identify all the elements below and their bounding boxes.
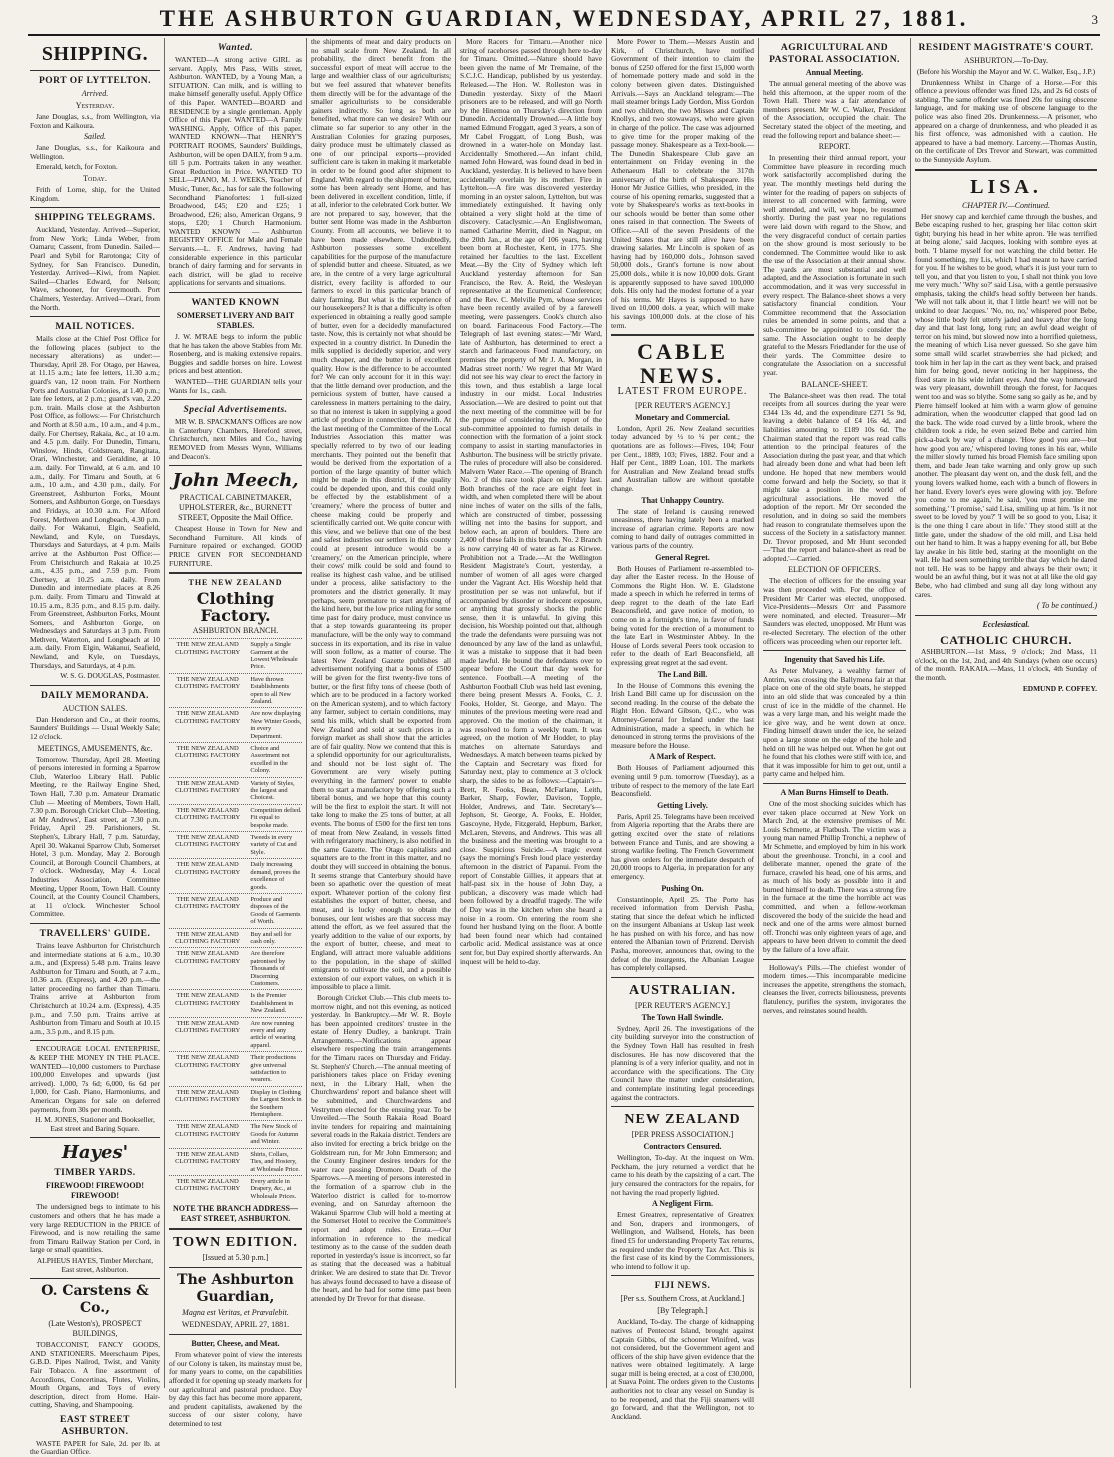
- clothing-factory-row: [169, 858, 302, 893]
- wanted-heading: Wanted.: [217, 43, 254, 53]
- court-heading: RESIDENT MAGISTRATE'S COURT.: [918, 43, 1094, 53]
- factory-row-right: Are therefore patronised by Thousands of Discerning Customers.: [250, 950, 286, 987]
- meetings-text: Tomorrow. Thursday, April 28. Meeting of persons interested in forming a Sparrow Club, Waterloo Library Hall. Public Meeting, re the Railway Engine Shed, Town Hall, 7.30 p.m. Amateur Dramatic Club — Meeting of Members, Town Hall, 7.30 p.m. Borough Cricket Club—Meeting, at Mr Andrews', East street, at 7.30 p.m. Friday, April 29. Parishioners, St. Stephen's, Library Hall, 7 p.m. Saturday, April 30. Wakanui Sparrow Club, Somerset Hotel, 3 p.m. Monday, May 2. Borough Council, at Borough Council Chambers, at 7 o'clock. Wednesday, May 4. Local Industries Association, Committee Meeting, Upper Room, Town Hall. County Council, at the County Council Chambers, at 11 o'clock. Winchester School Committee.: [30, 754, 160, 919]
- factory-row-left: THE NEW ZEALAND CLOTHING FACTORY: [175, 745, 241, 760]
- divider: [30, 316, 160, 317]
- column-rule: [455, 38, 456, 1388]
- burns-text: One of the most shocking suicides which has ever taken place occurred at New York on March 2nd, at the extensive premises of Mr. Louis Schmette, at Flatbush. The victim was a young man named Phillip Tronchi, a nephew of Mr Schmette, and employed by him in his work about the greenhouse. Tronchi, in a cool and deliberate manner, opened the grate of the furnace, crawled his head, one of his arms, and as much of his body as possible into it and burned himself to death. There was a strong fire in the furnace at the time the horrible act was committed, and when a fellow-workman discovered the body of the suicide the head and neck and one of the arms were almost burned off. Tronchi was only eighteen years of age, and appears to have been driven to commit the deed by the failure of a love affair.: [763, 798, 906, 955]
- report-heading: REPORT.: [818, 142, 851, 152]
- to-be-continued: ( To be continued.): [1036, 601, 1097, 611]
- factory-row-left: THE NEW ZEALAND CLOTHING FACTORY: [175, 779, 241, 795]
- yesterday-label: Yesterday.: [75, 101, 115, 110]
- paper-date: WEDNESDAY, APRIL 27, 1881.: [181, 1320, 290, 1330]
- lisa-text: Her snowy cap and kerchief came through the bushes, and Bebe escaping rushed to her, grasping her lilac cotton skirt tight; burying his head in her white apron. 'He was terrified at being alone,' said Jacques, looking with sombre eyes at both. 'I blame myself for not watching the child better. He found something, my Lis, which I had meant to have carried for you. If he wishes to be good, what's it is just your turn to tell you, and that you listen to you, I shall not think you love me very much.' 'Why so?' said Lisa, with a gentle persuasive emphasis, taking the child's head softly between her hands. 'We will not talk about it, that I little heart! we will not be unkind to dear Jacques.' 'No, no, no,' whispered poor Bebe, whose little body felt utterly jaded and heavy after the long day and that last long, long run; an awful dead weight of terror on his mind, but slowed now into a horrified quietness, the meaning of which Lisa never guessed. So she gave him some small wild scarlet strawberries she had picked; and took him in her lap in the cart as they went back, and praised him for being good, never noticing in her happiness, the fixed stare in his wide infant eyes. And the way homeward was very pleasant, downhill through the forest, for Jacques went too and was so blythe. Some sang so gaily as he, and by Pierre himself looked at him with a warm glow of genuine admiration, when the woodcutter clapped that good lad on the back. The wide road curved by a little brook, where the children took a ride, he even seized Bebe and carried him pick-a-back by way of a change. 'How good you are—but how good you are,' whispered loving tones in his ear, while the miller slowly turned his broad Flemish face smiling upon them, and bade Jean take warning and only grow up such another. The pleasant day went on, and the dusk fell, and the young lovers walked home, each with a bunch of flowers in her hand. Every lover's eyes were glowing with joy. 'Before you come to me again,' he said, 'you must promise me something.' 'I promise,' said Lisa, smiling up at him. 'Is it not sweet to be loved by you?' 'I will be so good to you, Lisa; it is the one thing I care about in life.' They stood still at the little gate, under the shadow of the old mill, and Lisa held out her hand to him. It was a happy evening for all, but Bebe lay awake in his little bed, staring at the moonlight on the wall. He had seen something terrible that day which he dared not tell. He was to be happy and always be their own; it would be an awful thing, but it was not at all like the old gay Bebe, who had climbed and sung all day long without any cares.: [915, 211, 1097, 599]
- arrived-text: Jane Douglas, s.s., from Wellington, via Foxton and Kaikoura.: [30, 112, 160, 130]
- telegrams-heading: SHIPPING TELEGRAMS.: [34, 213, 156, 224]
- holloway-ad: Holloway's Pills.—The chiefest wonder of modern times.—This incomparable medicine increases the appetite, strengthens the stomach, cleanses the liver, corrects biliousness, prevents flatulency, purifies the system, invigorates the nerves, and reinstates sound health.: [763, 962, 906, 1015]
- meech-text: Cheapest House in Town for New and Secondhand Furniture. All kinds of Furniture repaired or exchanged. GOOD PRICE GIVEN FOR SECONDHAND FURNITURE.: [169, 524, 302, 568]
- lisa-chapter: CHAPTER IV.—Continued.: [961, 200, 1051, 210]
- divider: [30, 70, 160, 71]
- respect-heading: A Mark of Respect.: [649, 752, 716, 762]
- divider: [30, 207, 160, 208]
- timber-yards: TIMBER YARDS.: [54, 1168, 136, 1179]
- clothing-factory-row: [169, 1175, 302, 1202]
- factory-row-left: THE NEW ZEALAND CLOTHING FACTORY: [175, 930, 241, 945]
- divider: [30, 1278, 160, 1279]
- carstens-address: EAST STREET ASHBURTON.: [59, 1414, 130, 1437]
- leader-continued: the shipments of meat and dairy products on no small scale from New Zealand. In all probability, the direct benefit from the successful export of meat will accrue to the large and wealthier class of our agriculturists; but we feel assured that whatever benefits them directly will be for the advantage of the smaller agriculturists to be considerable gainers indirectly. So long as both are benefited, what more can we desire? With our climate so far superior to any other in the Australian Colonies for grazing purposes, dairy produce must be ultimately classed as one of our principal exports—provided sufficient care is taken in making it marketable in order to be found good after shipment to England. With regard to the shipment of butter, some has been already sent Home, and has been delivered in excellent condition, little, if at all, inferior to the celebrated Cork butter. We are not prepared to say, however, that the butter sent Home was made in the Ashburton County. From all accounts, we believe it to have been made elsewhere. Undoubtedly, Ashburton possesses some excellent capabilities for the purpose of the manufacture of splendid butter and cheese. Situated, as we are, in the centre of a very large agricultural district, every facility is afforded to our farmers to excel in this particular branch of dairy farming. But what is the experience of our housekeepers? It is that a difficulty is often experienced in obtaining a really good sample of butter, even for a decidedly manufactured taste. Now, this is certainly not what should be expected in a country district. In Dunedin the milk supplied is decidedly superior, and very much cheaper, and the butter is of excellent quality. How is the difference to be accounted for? We can only account for it in this way: that the little demand over production, and the pernicious system of butter, have caused a carelessness in matters pertaining to the dairy, so that no interest is taken in supplying a good article of produce in connection therewith. At the last meeting of the Committee of the Local Industries Association this matter was specially referred to by two of our leading merchants. They pointed out the benefit that would be derived from the exportation of a portion of the large quantity of butter which might be made in this district, if the quality could be depended upon, and this could only be effected by the establishment of a 'creamery,' where the process of butter and cheese making could be properly and scientifically carried out. We quite concur with this view, and we believe that one of the best and safest industries our settlers in this county could at present introduce would be a 'creamery,' on the American principle, where their cows' milk could be sold and found to realise its highest cash value, and be utilised under a process, alike satisfactory to the promoters and the district generally. It may perhaps, seem premature to start anything of the kind here, but the low price ruling for some time past for dairy produce, must convince us that a step towards guaranteeing its proper manufacture, will be the only way to command success in its exportation, and its rise in value will soon follow, as a matter of course. The latest New Zealand Gazette publishes all advertisement notifying that a bonus of £500 will be given for the first twenty-five tons of butter, or the first fifty tons of cheese (both of which are to be produced in a factory worked on the American system), and to which factory any farmer, subject to certain conditions, may send his milk, which shall be exported from New Zealand and sold at such prices in a foreign market as shall show that the articles are of fair quality. Now we contend that this is a splendid opportunity for our agriculturalists, and should not be lost sight of. The Government are very wisely putting everything in the farmers' power to enable them to start a manufactory by offering such a liberal bonus, and we hope that this county will be the first to exploit the start. It will not take long to make the 25 tons of butter, at all events. The bonus of £500 for the first ten tons of meat from New Zealand, in vessels fitted with refrigeratory machinery, is also notified in the same Gazette. The Otago capitalists and squatters are to the front in this matter, and no doubt they will succeed in obtaining the bonus. It seems strange that Canterbury should have been so apathetic over the question of meat export. Whatever portion of the colony first establishes the export of butter, cheese, and meat, and is lucky enough to obtain the bonuses, our lent wishes are that success may attend the effort, as we feel assured that the yearly addition to the value of our exports, by the export of butter, cheese, and meat to England, will attract more valuable additions to the population, in the shape of skilled emigrants to cultivate the soil, and a possible extension of our export values, on which it is impossible to place a limit.: [311, 37, 451, 992]
- meech-sub: PRACTICAL CABINETMAKER, UPHOLSTERER, &c., BURNETT STREET, Opposite the Mail Office.: [178, 493, 293, 523]
- factory-row-left: THE NEW ZEALAND CLOTHING FACTORY: [175, 675, 241, 691]
- respect-text: Both Houses of Parliament adjourned this evening until 9 p.m. tomorrow (Tuesday), as a tribute of respect to the memory of the late Earl Beaconsfield.: [611, 763, 754, 799]
- auction-text: Dan Henderson and Co., at their rooms, Saunders' Buildings — Usual Weekly Sale; 12 o'clock.: [30, 714, 160, 742]
- divider: [30, 1137, 160, 1138]
- factory-row-left: THE NEW ZEALAND CLOTHING FACTORY: [175, 834, 241, 849]
- divider: [611, 334, 754, 336]
- clothing-factory-row: [169, 777, 302, 804]
- factory-row-left: THE NEW ZEALAND CLOTHING FACTORY: [175, 1123, 241, 1138]
- wanted-known-heading: WANTED KNOWN: [191, 298, 280, 309]
- livery-text: J. W. M'RAE begs to inform the public that he has taken the above Stables from Mr. Rosenberg, and is making extensive repairs. Buggies and saddle horses on hire. Lowest prices and best attention.: [169, 332, 302, 376]
- factory-row-right: Are now displaying New Winter Goods, in every Department.: [250, 710, 302, 740]
- regret-heading: General Regret.: [655, 552, 710, 562]
- mail-text: Mails close at the Chief Post Office for the following places (subject to the necessary alterations) as under:— Thursday, April 28. For Otago, per Hawea, at 11.15 a.m.; late fee letters, 11.30 a.m.; guard's van, 12 noon train. For Northern Ports and Australian Colonies, at 1.40 p.m.; late fee letters, at 2 p.m.; guard's van, 2.20 p.m. train. Mails close at the Ashburton Post Office, as follows:— For Christchurch and North at 8.50 a.m., 10 a.m., and 4 p.m., daily. For Chertsey, Rakaia, &c., at 10 a.m. and 4.5 p.m. daily. For Dunedin, Timaru, Winslow, Hinds, Coldstream, Rangitata, Orari, Winchester, and Geraldine, at 10 a.m. daily. For Tinwald, at 6 a.m. and 10 a.m., daily. For Timaru and South, at 6 a.m., 10 a.m., and 4.30 p.m., daily. For Greenstreet, Ashburton Forks, Mount Somers, and Ashburton Gorge, on Tuesdays and Fridays, at 10.30 a.m. For Alford Forest, Methven and Longbeach, 4.30 p.m. daily. For Wakanui, Elgin, Seafield, Newland, and Kyle, on Tuesdays, Thursdays and Saturdays, at 4 p.m. Mails arrive at the Ashburton Post Office:— From Christchurch and Rakaia at 10.25 a.m., 4.35 p.m., and 7.59 p.m. From Chertsey, at 10.25 a.m. daily. From Dunedin and intermediate places at 8.26 p.m. daily. From Timaru and Tinwald at 10.15 a.m., 8.35 p.m., and 8.15 p.m. daily. From Greenstreet, Ashburton Forks, Mount Somers, and Ashburton Gorge, on Wednesdays and Saturdays at 3 p.m. From Methven, Waterton, and Longbeach at 10 a.m. daily. From Elgin, Wakanui, Seafield, Newland, and Kyle, on Tuesdays, Thursdays, and Saturdays, at 4 p.m.: [30, 334, 160, 670]
- leader-heading: Butter, Cheese, and Meat.: [191, 1339, 280, 1349]
- swindle-text: Sydney, April 26. The investigations of the city building surveyor into the construction of the Sydney Town Hall has resulted in fresh disclosures. He has now discovered that the planning is of a very inferior quality, and not in accordance with the specifications. The City Council have the matter under consideration, and contemplate instituting legal proceedings against the contractors.: [611, 1023, 754, 1102]
- clothing-factory-row: [169, 831, 302, 858]
- divider: [169, 1228, 302, 1230]
- factory-row-right: Have thrown Establishments open to all New Zealand.: [250, 675, 292, 705]
- clothing-factory-row: [169, 638, 302, 673]
- column-cable-news: [609, 37, 756, 1421]
- clothing-factory-row: [169, 928, 302, 948]
- firewood-heading: FIREWOOD! FIREWOOD! FIREWOOD!: [46, 1181, 144, 1201]
- factory-row-right: Choice and Assortment not excelled in the Colony.: [250, 745, 290, 775]
- factory-row-left: THE NEW ZEALAND CLOTHING FACTORY: [175, 710, 241, 725]
- ireland-heading: That Unhappy Country.: [641, 495, 724, 505]
- divider: [30, 1040, 160, 1041]
- fiji-heading: FIJI NEWS.: [654, 1281, 711, 1292]
- cable-news-banner: [611, 340, 754, 397]
- nz-branch: ASHBURTON BRANCH.: [192, 626, 279, 636]
- special-text: MR W. B. SPACKMAN'S Offices are now in Canterbury Chambers, Hereford street, Christchurch, next Miles and Co., having REMOVED from Messrs Wynn, Williams and Deacon's.: [169, 417, 302, 461]
- page-number: 3: [1091, 12, 1098, 27]
- clothing-factory-row: [169, 742, 302, 777]
- firm-text: Ernest Greatrex, representative of Greatrex and Son, drapers and ironmongers, of Wellington, and Wallsend, Hotels, has been fined £5 for understanding Property Tax returns, as required under the Property Tax Act. This is the first case of its kind by the Commissioners, who intend to follow it up.: [611, 1210, 754, 1271]
- special-heading: Special Advertisements.: [183, 405, 288, 416]
- court-before: (Before his Worship the Mayor and W. C. Walker, Esq., J.P.): [916, 67, 1096, 76]
- sailed-label: Sailed.: [84, 132, 106, 142]
- meetings-heading: MEETINGS, AMUSEMENTS, &c.: [37, 743, 153, 753]
- masthead: [28, 6, 1100, 36]
- ingenuity-text: As Peter Mulvaney, a wealthy farmer of Antrim, was crossing the Ballymena fair at that place on one of the old style boats, he stepped into an old slide that was concealed by a thin crust of ice in the middle of the channel. He was a very large man, and his weight made the ice give way, and he went down at once. Finding himself drawn under the ice, he seized upon a large stone on the edge of the hole and held on till he was helped out. When he got out he found that his clothes were stiff with ice, and that it was impossible for him to get out, until a party came and helped him.: [763, 666, 906, 779]
- divider: [30, 923, 160, 924]
- factory-row-left: THE NEW ZEALAND CLOTHING FACTORY: [175, 1019, 241, 1034]
- divider: [763, 959, 906, 960]
- clothing-factory-row: [169, 989, 302, 1016]
- port-heading: PORT OF LYTTELTON.: [38, 76, 152, 86]
- contractors-text: Wellington, To-day. At the inquest on Wm. Peckham, the jury returned a verdict that he came to his death by the capsizing of a cart. The jury censured the contractors for the repairs, for not having the road properly lighted.: [611, 1153, 754, 1197]
- factory-row-right: Daily increasing demand, proves the excellence of goods.: [250, 861, 301, 891]
- clothing-factory-row: [169, 1120, 302, 1147]
- waste-paper-ad: WASTE PAPER for Sale, 2d. per lb. at the Guardian Office.: [30, 1438, 160, 1457]
- firm-heading: A Negligent Firm.: [651, 1199, 714, 1209]
- australian-assoc: [PER REUTER'S AGENCY.]: [635, 1000, 730, 1010]
- clothing-factory-row: [169, 673, 302, 708]
- hayes-name: Hayes': [61, 1142, 129, 1164]
- fiji-assoc: [Per s.s. Southern Cross, at Auckland.]: [620, 1294, 745, 1304]
- sailed-text: Emerald, ketch, for Foxton.: [36, 162, 118, 172]
- ireland-text: The state of Ireland is causing renewed uneasiness, there having lately been a marked increase of agrarian crime. Reports are now coming to hand daily of outrages committed in various parts of the country.: [611, 506, 754, 550]
- divider: [611, 1106, 754, 1107]
- hayes-text: The undersigned begs to intimate to his customers and others that he has made a very large REDUCTION in the PRICE of Firewood, and is now retailing the same from Timaru Railway Station per Cord, in large or small quantities.: [30, 1202, 160, 1255]
- column-rule: [910, 38, 911, 1388]
- divider: [169, 292, 302, 293]
- balance-text: The Balance-sheet was then read. The total receipts from all sources during the year were £344 13s 4d, and the expenditure £271 5s 9d, leaving a debit balance of £4 16s 4d, and liabilities amounting to £189 10s 6d. The Chairman stated that the report was read calls attention to the principal features of the Association during the past year, and that which had already been done and what had been left undone. He hoped that new members would come forward and help the Society, so that it might take a position in the world of agricultural associations. He moved the adoption of the report. Mr Orr seconded the resolution, and in doing so said the members had reason to congratulate themselves upon the success of the Society in a satisfactory manner. Dr. Trevor proposed, and Mr Hunt seconded—'That the report and balance-sheet as read be adopted.'—Carried.: [763, 390, 906, 563]
- town-edition: TOWN EDITION.: [173, 1235, 298, 1251]
- divider: [169, 572, 302, 574]
- factory-row-right: Produce and disposes of the Goods of Garments of Worth.: [250, 895, 301, 926]
- election-text: The election of officers for the ensuing year was then proceeded with. For the office of President Mr Carter was elected, unopposed. Vice-Presidents—Messrs Orr and Passmore were nominated, and elected. Treasurer—Mr Saunders was elected, unopposed. Mr Hunt was re-elected Secretary. The election of the other officers was proceeding when our reporter left.: [763, 576, 906, 646]
- church-signature: EDMUND P. COFFEY.: [1022, 683, 1097, 693]
- clothing-factory-list: [169, 638, 302, 1202]
- factory-row-right: Variety of Styles, the largest and Choicest.: [250, 779, 295, 802]
- clothing-factory-row: [169, 804, 302, 831]
- today-label: Today.: [83, 173, 107, 183]
- divider: [169, 1267, 302, 1268]
- carstens-name: O. Carstens & Co.,: [41, 1283, 149, 1317]
- mail-heading: MAIL NOTICES.: [55, 322, 135, 333]
- paper-title: The Ashburton Guardian,: [177, 1272, 294, 1306]
- cable-subtitle: LATEST FROM EUROPE.: [617, 386, 748, 398]
- factory-row-right: The New Stock of Goods for Autumn and Winter.: [250, 1123, 299, 1146]
- local-news: More Power to Them.—Messrs Austin and Kirk, of Christchurch, have notified Government of their intention to claim the bonus of £250 offered for the first 15,000 worth of homemade pottery made and sold in the colony between given dates. Distinguished Arrivals.—Says an Auckland telegram:—The mail steamer brings Lady Gordon, Miss Gordon and two children, the two Misses and Captain Knollys, and two stowaways, who were given in charge of the police. The case was adjourned to give time for the proper making of the passage money. Shakespeare as a Text-book.—The Dunedin Shakespeare Club gave an entertainment on Friday evening in the Athenaeum Hall to celebrate the 317th anniversary of the birth of Shakespeare. His Honor Mr Justice Gillies, who presided, in the course of his opening remarks, suggested that a vote by Shakespeare's works as text-books in our schools would be better than some other ones raised in that connection. The Sweets of Office.—All of the seven Presidents of the United States that are still alive have been drawing salaries. Mr Lincoln is spoken of as having had by 160,000 dols., Johnson saved 50,000 dols., Grant's fortune is now about 25,000 dols., while it is now 10,000 dols. Grant is apparently supposed to have saved 100,000 dols. His only had the modest fortune of a year of his terms. Mr Hayes is supposed to have lived on 10,000 dols. a year, which will make his savings 100,000 dols. at the close of his term.: [611, 37, 754, 330]
- nz-assoc: [PER PRESS ASSOCIATION.]: [631, 1130, 734, 1140]
- clothing-factory-row: [169, 1086, 302, 1121]
- cable-title: CABLE NEWS.: [637, 339, 728, 389]
- newspaper-title: THE ASHBURTON GUARDIAN, WEDNESDAY, APRIL 27, 1881.: [159, 6, 969, 31]
- election-heading: ELECTION OF OFFICERS.: [788, 565, 881, 575]
- livery-heading: SOMERSET LIVERY AND BAIT STABLES.: [176, 311, 295, 331]
- ingenuity-heading: Ingenuity that Saved his Life.: [784, 655, 885, 665]
- lively-text: Paris, April 25. Telegrams have been received from Algeria reporting that the Arabs there are getting excited over the state of relations between France and Tunis, and are showing a strong warlike feeling. The French Government has given orders for the immediate despatch of 20,000 troops to Algeria, in preparation for any emergency.: [611, 811, 754, 881]
- guardian-wants: WANTED—THE GUARDIAN tells your Wants for 1s., cash.: [169, 377, 302, 395]
- annual-text: The annual general meeting of the above was held this afternoon, at the upper room of the Town Hall. There was a fair attendance of members present. Mr W. C. Walker, President of the Association, occupied the chair. The Secretary stated the object of the meeting, and read the following report and balance sheet:—: [763, 79, 906, 140]
- postmaster-signature: W. S. G. DOUGLAS, Postmaster.: [60, 671, 160, 681]
- hayes-signature: ALPHEUS HAYES, Timber Merchant, East street, Ashburton.: [36, 1255, 154, 1274]
- factory-row-right: Is the Premier Establishment in New Zealand.: [250, 992, 294, 1015]
- factory-row-left: THE NEW ZEALAND CLOTHING FACTORY: [175, 1177, 241, 1193]
- pushing-text: Constantinople, April 25. The Porte has received information from Dervish Pasha, stating that since the defeat which he inflicted on the insurgent Albanians at Uskup last week he has pushed on with his force, and has now entered the Albanian town of Prizrend. Dervish Pasha, moreover, announces that, owing to the defeat of the insurgents, the Albanian League has completely collapsed.: [611, 894, 754, 973]
- divider: [611, 1275, 754, 1276]
- clothing-factory-row: [169, 893, 302, 928]
- divider: [169, 1334, 302, 1335]
- paper-motto: Magna est Veritas, et Prævalebit.: [182, 1308, 289, 1318]
- factory-row-right: Their productions give universal satisfaction to wearers.: [250, 1054, 297, 1084]
- australian-heading: AUSTRALIAN.: [628, 982, 737, 998]
- shipping-heading: SHIPPING.: [41, 43, 149, 65]
- factory-row-right: Display in Clothing the Largest Stock in the Southern Hemisphere.: [250, 1088, 302, 1119]
- column-local-news: [458, 38, 604, 1388]
- agricultural-heading: AGRICULTURAL AND PASTORAL ASSOCIATION.: [769, 43, 900, 65]
- fiji-telegraph: [By Telegraph.]: [657, 1306, 708, 1316]
- factory-row-left: THE NEW ZEALAND CLOTHING FACTORY: [175, 950, 241, 965]
- contractors-heading: Contractors Censured.: [643, 1142, 722, 1152]
- leader-text: From whatever point of view the interests of our Colony is taken, its mainstay must be, for many years to come, on the capabilities afforded it for opening up steady markets for our agricultural and pastoral produce. Day by day this fact has become more apparent, and prudent capitalists, awakened by the success of our sister colony, have determined to test: [169, 1350, 302, 1428]
- wanted-text: WANTED—A strong active GIRL as servant. Apply, Mrs Pass, Wills street, Ashburton. WANTED, by a Young Man, a SITUATION. Can milk, and is willing to make himself generally useful. Apply Office of this Paper. WANTED—BOARD and RESIDENCE by a single gentleman. Apply Office of this Paper. WANTED—A Family WASHING. Apply, Office of this paper. WANTED KNOWN—That HENRY'S PORTRAIT ROOMS, Saunders' Buildings, Ashburton, will be open DAILY, from 9 a.m. till 5 p.m. Portraits taken in any weather. Great Reduction in Price. WANTED TO SELL—PIANO, M. J. WEEKS, Teacher of Music, Tuner, &c., has for sale the following Secondhand Pianofortes: 1 full-sized Broadwood, £45; £20 and £25; 1 Broadwood, £26; also, American Organs, 9 stops, £20; 1 Church Harmonium. WANTED KNOWN — Ashburton REGISTRY OFFICE for Male and Female Servants.—L. F. Andrews, having had considerable experience in this particular branch of dairy farming and for servants in each district, will be glad to receive applications for servants and situations.: [169, 55, 302, 288]
- court-sub: ASHBURTON.—To-Day.: [963, 56, 1049, 65]
- factory-row-right: Supply a Single Garment at the Lowest Wholesale Price.: [250, 641, 298, 671]
- lively-heading: Getting Lively.: [657, 800, 708, 810]
- factory-row-left: THE NEW ZEALAND CLOTHING FACTORY: [175, 1150, 241, 1166]
- town-edition-sub: [Issued at 5.30 p.m.]: [202, 1253, 269, 1263]
- report-text: In presenting their third annual report, your Committee have pleasure in recording much work satisfactorily accomplished during the year. The monthly meetings held during the winter for the reading of papers on subjects of interest to all concerned with farming, were well attended, and will, we hope, be resumed shortly. During the past year no regulations were laid down with regard to the Show, and the very disgraceful conduct of certain parties on the show ground is most seriously to be condemned. The Committee would like to ask the use of the Association at their annual show. The yards are most substantial and well adapted, and the Association is fortunate in such accommodation, and it was very successful in every respect. The Balance-sheet shows a very satisfactory financial condition. Your Committee recommend that the Association rules be amended in some points, and that a sub-committee be appointed to consider the same. The Association ought to be deeply grateful to the Messrs Friedlander for the use of their yards. The Committee desire to congratulate the Association on a successful year.: [763, 153, 906, 377]
- stationer-signature: H. M. JONES, Stationer and Bookseller, East street and Baring Square.: [35, 1115, 155, 1133]
- land-bill-heading: The Land Bill.: [657, 669, 708, 679]
- court-text: Drunkenness Whilst in Charge of a Horse.—For this offence a previous offender was fined 12s, and 2s 6d costs of stabling. The same offender was fined 20s for using obscene language, and for making use of obscene language to the police was also fined 20s. Drunkenness.—A prisoner, who appeared on a charge of drunkenness, and who pleaded it as his first offence, was admonished with a caution. He appeared to have a bad memory. Larceny.—Thomas Austin, on the certificate of Drs Trevor and Stewart, was committed to the Sunnyside Asylum.: [915, 77, 1097, 164]
- press-association: [PER REUTER'S AGENCY.]: [635, 400, 730, 410]
- column-leader: [309, 38, 453, 1388]
- divider: [169, 465, 302, 466]
- divider: [611, 977, 754, 978]
- factory-row-right: Buy and sell for cash only.: [250, 930, 292, 945]
- factory-row-left: THE NEW ZEALAND CLOTHING FACTORY: [175, 992, 241, 1007]
- factory-row-right: Tweeds in every variety of Cut and Style.: [250, 834, 297, 856]
- telegrams-text: Auckland, Yesterday. Arrived—Superior, from New York; Linda Weber, from Oamaru; Cassent, from Dunedin. Sailed—Pearl and Sybil for Rarotonga; City of Sydney, for San Francisco. Dunedin, Yesterday. Arrived—Kiwi, from Napier. Sailed—Charles Edward, for Nelson; Wave, schooner, for Greymouth. Port Chalmers, Yesterday. Arrived—Orari, from the North.: [30, 225, 160, 312]
- divider: [915, 615, 1097, 616]
- factory-row-left: THE NEW ZEALAND CLOTHING FACTORY: [175, 861, 241, 876]
- divider: [169, 399, 302, 400]
- factory-row-right: Are now running every and any article of wearing apparel.: [250, 1019, 296, 1049]
- factory-row-left: THE NEW ZEALAND CLOTHING FACTORY: [175, 806, 241, 822]
- nz-note: NOTE THE BRANCH ADDRESS— EAST STREET, ASHBURTON.: [173, 1204, 298, 1224]
- fiji-text: Auckland, To-day. The charge of kidnapping natives of Pentecost Island, brought against Captain Gibbs, of the schooner Winifred, was not considered, but the Government agent and officers of the ship have given evidence that the natives were obtained legitimately. A large sugar mill is being erected, at a cost of £30,000, at Suava Point. The orders given to the Customs authorities not to clear any vessel on Sunday is to be reopened, and that the Fiji steamers will go forward, and that the Wellington, not to Auckland.: [611, 1317, 754, 1421]
- clothing-factory-row: [169, 1051, 302, 1086]
- column-rule: [306, 38, 307, 1388]
- divider: [763, 783, 906, 784]
- monetary-text: London, April 26. New Zealand securities today advanced by ½ to ¼ per cent.; the quotations are as follows:—Fives, 104; Four per Cent., 1889, 103; Fives, 1882. Four and a Half per Cent., 1889 Loan, 101. The markets for Australian and New Zealand bread stuffs and Australian tallow are without quotable change.: [611, 423, 754, 493]
- new-zealand-heading: NEW ZEALAND: [624, 1112, 741, 1128]
- carstens-sub: (Late Weston's), PROSPECT BUILDINGS,: [48, 1319, 142, 1339]
- factory-row-left: THE NEW ZEALAND CLOTHING FACTORY: [175, 1088, 241, 1104]
- local-news: More Racers for Timaru.—Another nice string of racehorses passed through here to-day for Timaru. Omitted.—Nature should have been given the name of Mr Tremaine, of the S.C.J.C. Handicap, published by us yesterday. Released.—The Hon. W. Rolleston was in Dunedin yesterday. Sixty of the Maori prisoners are to be released, and will go North by the Hinemoa on Thursday's direction from Dunedin. Accidentally Drowned.—A little boy named Edmund Froggatt, aged 3 years, a son of Mr Cabel Froggatt, of Long Bush, was drowned in a water-hole on Monday last. Accidentally Smothered.—An infant child, named John Howard, was found dead in bed in Auckland, yesterday. It is believed to have been accidentally overlain by its mother. Fire in Lyttelton.—A fire was discovered yesterday morning in an oyster saloon, Lyttelton, but was immediately extinguished. It having only obtained a very slight hold at the time of discovery. Cataclysmic.—An Englishwoman, named Catharine Merritt, died in Nagpur, on the 20th Jan., at the age of 106 years, having been born at Rochester, Kent, in 1775. She retained her faculties to the last. Excellent Meat.—By the City of Sydney which left Auckland yesterday afternoon for San Francisco, the Rev. A. Reid, the Wesleyan representative at the Ecumenical Conference; and the Rev. C. Melville Pym, whose services have been recently availed of by a farewell meeting, were passengers. Cook's church also on board. Farinaceous Food Factory.—The Telegraph of last evening states:—'Mr Ward, late of Ashburton, has determined to erect a starch and farinaceous Food manufactory, on premises the property of Mr J. A. Morgan, in Madras street north.' We regret that Mr Ward did not see his way clear to erect the factory in this town, and thus establish a large local industry in our midst. Local Industries Association.—We are desired to point out that the next meeting of the committee will be for the purpose of considering the report of the sub-committee appointed to furnish details in connection with the formation of a joint stock company to assist in starting manufactories in Ashburton. The business will be strictly private. The rules of procedure will also be considered. Malvern Water Race.—The opening of Branch No. 2 of this race took place on Friday last. Both branches of the race are eight feet in width, and when completed there will be about nine inches of water on the sills of the falls, which are constructed of timber, possessing willing net into the basins for support, and below each, an apron of boulders. There are 2,400 of these falls in this branch. No. 2 Branch is now carrying 40 of water as far as Kirwee. Prohibition not a Trade.—At the Wellington Resident Magistrate's Court, yesterday, a number of women of all ages were charged under the Vagrant Act. His Worship held that prostitution per se was not unlawful, but if accompanied by disorder or indecent exposure, or anything that grossly shocks the public sense, then it is unlawful. In giving this decision, his Worship pointed out that, although the trade the defendants were pursuing was not denounced by any law of the land as unlawful, it was a mistake to suppose that it had been made lawful. He bound the defendants over to appear before the Court that day week for sentence. Football.—A meeting of the Ashburton Football Club was held last evening, there being present Messrs A. Fooks, C. J. Fooks, Holder, St. George, and Mayo. The minutes of the previous meeting were read and approved. On the motion of the chairman, it was resolved to form a weekly team. It was agreed, on the motion of Mr Hodder, to play matches on alternate Saturdays and Wednesdays. A match between teams picked by the Captain and Secretary was fixed for Saturday next, play to commence at 3 o'clock sharp, the sides to be as follows:—Captain's—Brett, R. Fooks, Bean, McFarlane, Leith, Barker, Sharp, Fowler, Davison, Topple, Holder, Andrews, and Tate. Secretary's—Jephson, St. George, A. Fooks, E. Holder, Gascoyne, Hyde, Fitzgerald, Hepburn, Barker, McLaren, Stevens, and Andrews. This was all the business and the meeting was brought to a close. Suspicious Suicide.—A tragic event (says the morning's Fresh loud place yesterday afternoon in the district of Papanui. From the report of Constable Gillies, it appears that at half-past six in the house of John Day, a publican, a discovery was made which had been followed by a dreadful tragedy. The wife of Day was in the kitchen when she heard a noise in a room. On entering the room she found her husband lying on the floor. A bottle had been found near which had contained carbolic acid. Medical assistance was at once sent for, but Day expired shortly afterwards. An inquest will be held to-day.: [460, 37, 602, 966]
- column-rule: [606, 38, 607, 1388]
- annual-heading: Annual Meeting.: [805, 68, 864, 77]
- pushing-heading: Pushing On.: [661, 883, 704, 893]
- clothing-factory-row: [169, 947, 302, 989]
- land-bill-text: In the House of Commons this evening the Irish Land Bill came up for discussion on the second reading. In the course of the debate the Right Hon. Edward Gibson, Q.C., who was Attorney-General for Ireland under the last Administration, made a speech, in which he denounced in strong terms the provisions of the measure before the House.: [611, 680, 754, 750]
- divider: [30, 685, 160, 686]
- factory-row-left: THE NEW ZEALAND CLOTHING FACTORY: [175, 641, 241, 656]
- church-name: CATHOLIC CHURCH.: [940, 633, 1072, 648]
- column-rule: [164, 38, 165, 1388]
- column-advertisements: [167, 38, 304, 1428]
- stationer-ad: ENCOURAGE LOCAL ENTERPRISE, & KEEP THE MONEY IN THE PLACE. WANTED—10,000 customers to Purchase 100,000 Envelopes and upwards (just arrived). 1,000, 7s 6d; 6,000, 6s 6d per 1,000, for Cash. Piano, Harmoniums, and American Organs for sale on deferred payments, from 30s per month.: [30, 1044, 160, 1114]
- balance-heading: BALANCE-SHEET.: [801, 379, 868, 389]
- column-court-fiction: [913, 38, 1099, 1388]
- lisa-title: LISA.: [970, 175, 1042, 198]
- ecclesiastical-heading: Ecclesiastical.: [982, 620, 1030, 630]
- memoranda-heading: DAILY MEMORANDA.: [40, 690, 150, 701]
- column-shipping: [28, 38, 162, 1457]
- church-text: ASHBURTON.—1st Mass, 9 o'clock; 2nd Mass, 11 o'clock, on the 1st, 2nd, and 4th Sundays (when one occurs) of the month. RAKAIA.—Mass, 11 o'clock, 4th Sunday of the month.: [915, 647, 1097, 683]
- clothing-factory-row: [169, 1148, 302, 1175]
- monetary-heading: Monetary and Commercial.: [635, 412, 730, 422]
- clothing-factory-row: [169, 707, 302, 742]
- sailed-text: Jane Douglas, s.s., for Kaikoura and Wellington.: [30, 143, 160, 161]
- local-news: Borough Cricket Club.—This club meets to-morrow night, and not this evening, as noticed yesterday. In Bankruptcy.—Mr W. R. Boyle has been appointed creditors' trustee in the estate of Henry Dudley, a bankrupt. Train Arrangements.—Notifications appear elsewhere respecting the train arrangements for the Timaru races on Thursday and Friday. St. Stephen's' Church.—The annual meeting of parishioners takes place on Friday evening next, in the Library Hall, when the Churchwardens' report and balance sheet will be submitted, and Churchwardens and Vestrymen elected for the ensuing year. To be Unveiled.—The South Rakaia Road Board invite tenders for repairing and maintaining several roads in the Rakaia district. Tenders are also invited for erecting a brick bridge on the Goldstream run, for Mr John Emmerson; and the County Engineer desires tenders for the water race passing Dromore. Death of the Sparrows.—A meeting of persons interested in the formation of a sparrow club in the Waterloo district is called for to-morrow evening, and on Saturday afternoon the Wakanui Sparrow Club will hold a meeting at the Somerset Hotel to receive the Committee's report and adopt rules. Errata.—Our information in reference to the medical testimony as to the cause of the sudden death reported in yesterday's issue is incorrect, so far as stating that the deceased was a habitual drinker. We are desired to state that Dr. Trevor has always found deceased to have a disease of the heart, and he had for some time past been attended by Dr Trevor for that disease.: [311, 992, 451, 1303]
- factory-row-left: THE NEW ZEALAND CLOTHING FACTORY: [175, 1054, 241, 1069]
- regret-text: Both Houses of Parliament re-assembled to-day after the Easter recess. In the House of Commons the Right Hon. W. E. Gladstone made a speech in which he referred in terms of deep regret to the death of the late Earl Beaconsfield, and gave notice of motion, to come on in a fortnight's time, in favor of funds being voted for the erection of a monument to the late Earl in Westminster Abbey. In the House of Lords several Peers took occasion to refer to the death of Earl Beaconsfield, all expressing great regret at the sad event.: [611, 563, 754, 668]
- travellers-text: Trains leave Ashburton for Christchurch and intermediate stations at 6 a.m., 10.30 a.m., and (Express) 5.48 p.m. Trains leave Ashburton for Timaru and South, at 7 a.m., 10.36 a.m. (Express), and 4.20 p.m.—the latter proceeding no farther than Timaru. Trains arrive at Ashburton from Christchurch at 10.24 a.m. (Express), 4.35 p.m., and 7.50 p.m. Trains arrive at Ashburton from Timaru and South at 10.15 a.m., 3.5 p.m., and 8.15 p.m.: [30, 940, 160, 1036]
- travellers-heading: TRAVELLERS' GUIDE.: [39, 928, 151, 939]
- nz-heading: THE NEW ZEALAND: [188, 578, 283, 588]
- factory-row-right: Every article in Drapery, &c., at Wholesale Prices.: [250, 1177, 297, 1200]
- carstens-text: TOBACCONIST, FANCY GOODS, AND STATIONERS. Meerschaum Pipes, G.B.D. Pipes Nailrod, Twist, and Vanity Fair Tobacco. A fine assortment of Accordions, Concertinas, Flutes, Violins, Mouth Organs, and Toys of every description, direct from Home. Hair-cutting, Shaving, and Shampooing.: [30, 1340, 160, 1410]
- clothing-factory-row: [169, 1017, 302, 1052]
- sailed-text: Frith of Lorne, ship, for the United Kingdom.: [30, 184, 160, 203]
- factory-row-right: Shirts, Collars, Ties, and Hosiery, at Wholesale Price.: [250, 1150, 300, 1173]
- column-rule: [758, 38, 759, 1388]
- auction-heading: AUCTION SALES.: [62, 703, 128, 713]
- divider: [763, 650, 906, 651]
- column-agricultural: [761, 38, 908, 1388]
- nz-title: Clothing Factory.: [196, 589, 275, 626]
- divider: [915, 169, 1097, 171]
- burns-heading: A Man Burns Himself to Death.: [780, 787, 889, 797]
- factory-row-right: Competition defied. Fit equal to bespoke made.: [250, 806, 302, 829]
- factory-row-left: THE NEW ZEALAND CLOTHING FACTORY: [175, 895, 241, 911]
- meech-name: John Meech,: [172, 470, 299, 492]
- arrived-label: Arrived.: [81, 89, 109, 98]
- swindle-heading: The Town Hall Swindle.: [641, 1012, 724, 1022]
